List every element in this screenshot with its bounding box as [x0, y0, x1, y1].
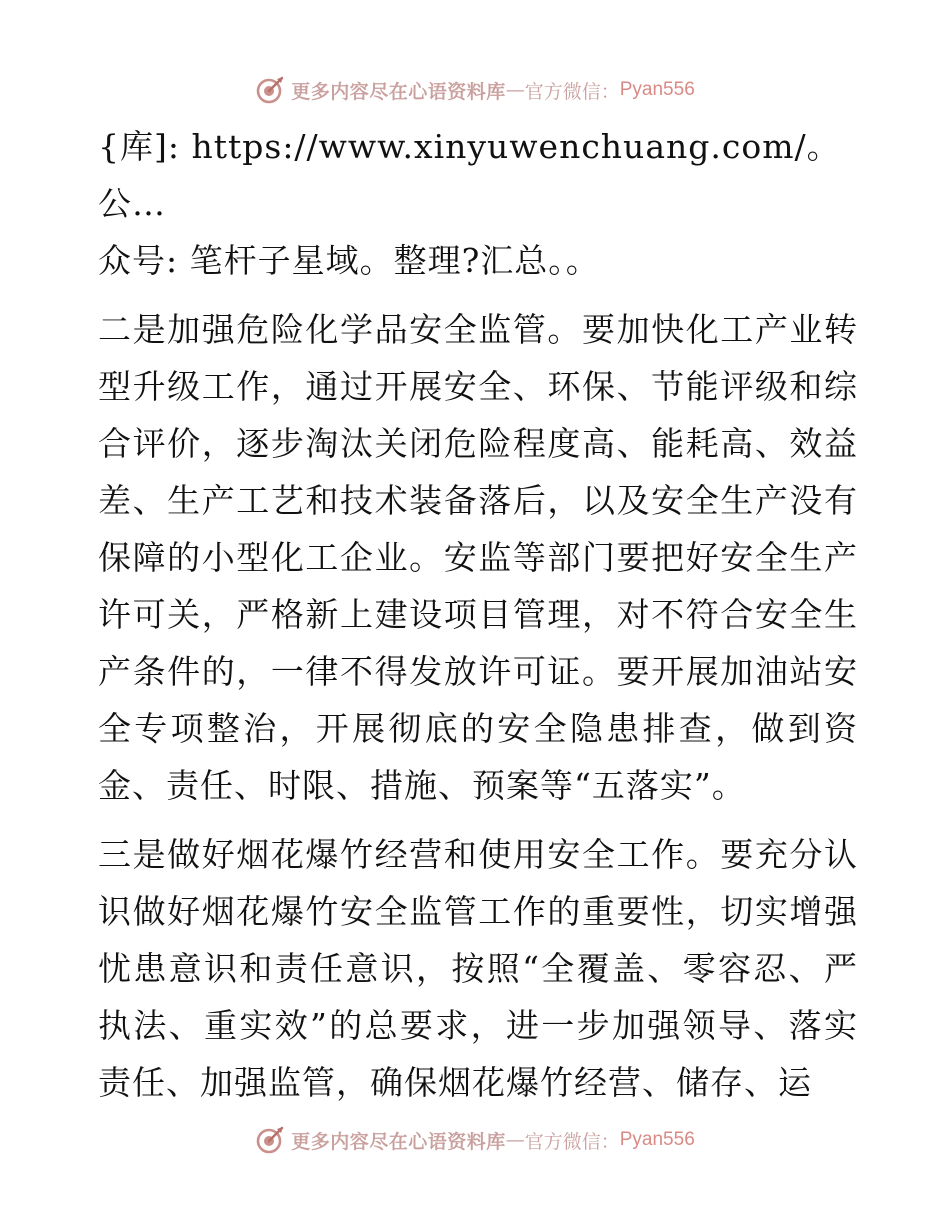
- source-note-paragraph: {库]: https://www.xinyuwenchuang.com/。公… 众号: 笔杆子星域。整理?汇总。。: [98, 127, 841, 280]
- paragraph-hazardous-chemicals: 二是加强危险化学品安全监管。要加快化工产业转型升级工作，通过开展安全、环保、节能评级和综合评价，逐步淘汰关闭危险程度高、能耗高、效益差、生产工艺和技术装备落后，以及安全生产没有保障的小型化工企业。安监等部门要把好安全生产许可关，严格新上建设项目管理，对不符合安全生产条件的，一律不得发放许可证。要开展加油站安全专项整治，开展彻底的安全隐患排查，做到资金、责任、时限、措施、预案等“五落实”。: [98, 310, 858, 805]
- document-body: [98, 118, 858, 1123]
- header-banner: [0, 68, 950, 112]
- banner-wechat-label: 官方微信：: [524, 80, 620, 103]
- banner-slogan: 更多内容尽在心语资料库: [291, 1130, 506, 1153]
- banner-wechat-id: Pyan556: [619, 79, 695, 100]
- banner-wechat-label: 官方微信：: [524, 1130, 620, 1153]
- banner-wechat-id: Pyan556: [619, 1129, 695, 1150]
- quill-seal-icon: [255, 1125, 285, 1155]
- banner-dash: —: [505, 79, 525, 101]
- paragraph-fireworks-safety: 三是做好烟花爆竹经营和使用安全工作。要充分认识做好烟花爆竹安全监管工作的重要性，切实增强忧患意识和责任意识，按照“全覆盖、零容忍、严执法、重实效”的总要求，进一步加强领导、落实责任、加强监管，确保烟花爆竹经营、储存、运: [98, 835, 858, 1102]
- banner-slogan: 更多内容尽在心语资料库: [291, 80, 506, 103]
- banner-dash: —: [505, 1129, 525, 1151]
- quill-seal-icon: [255, 75, 285, 105]
- footer-banner: [0, 1118, 950, 1162]
